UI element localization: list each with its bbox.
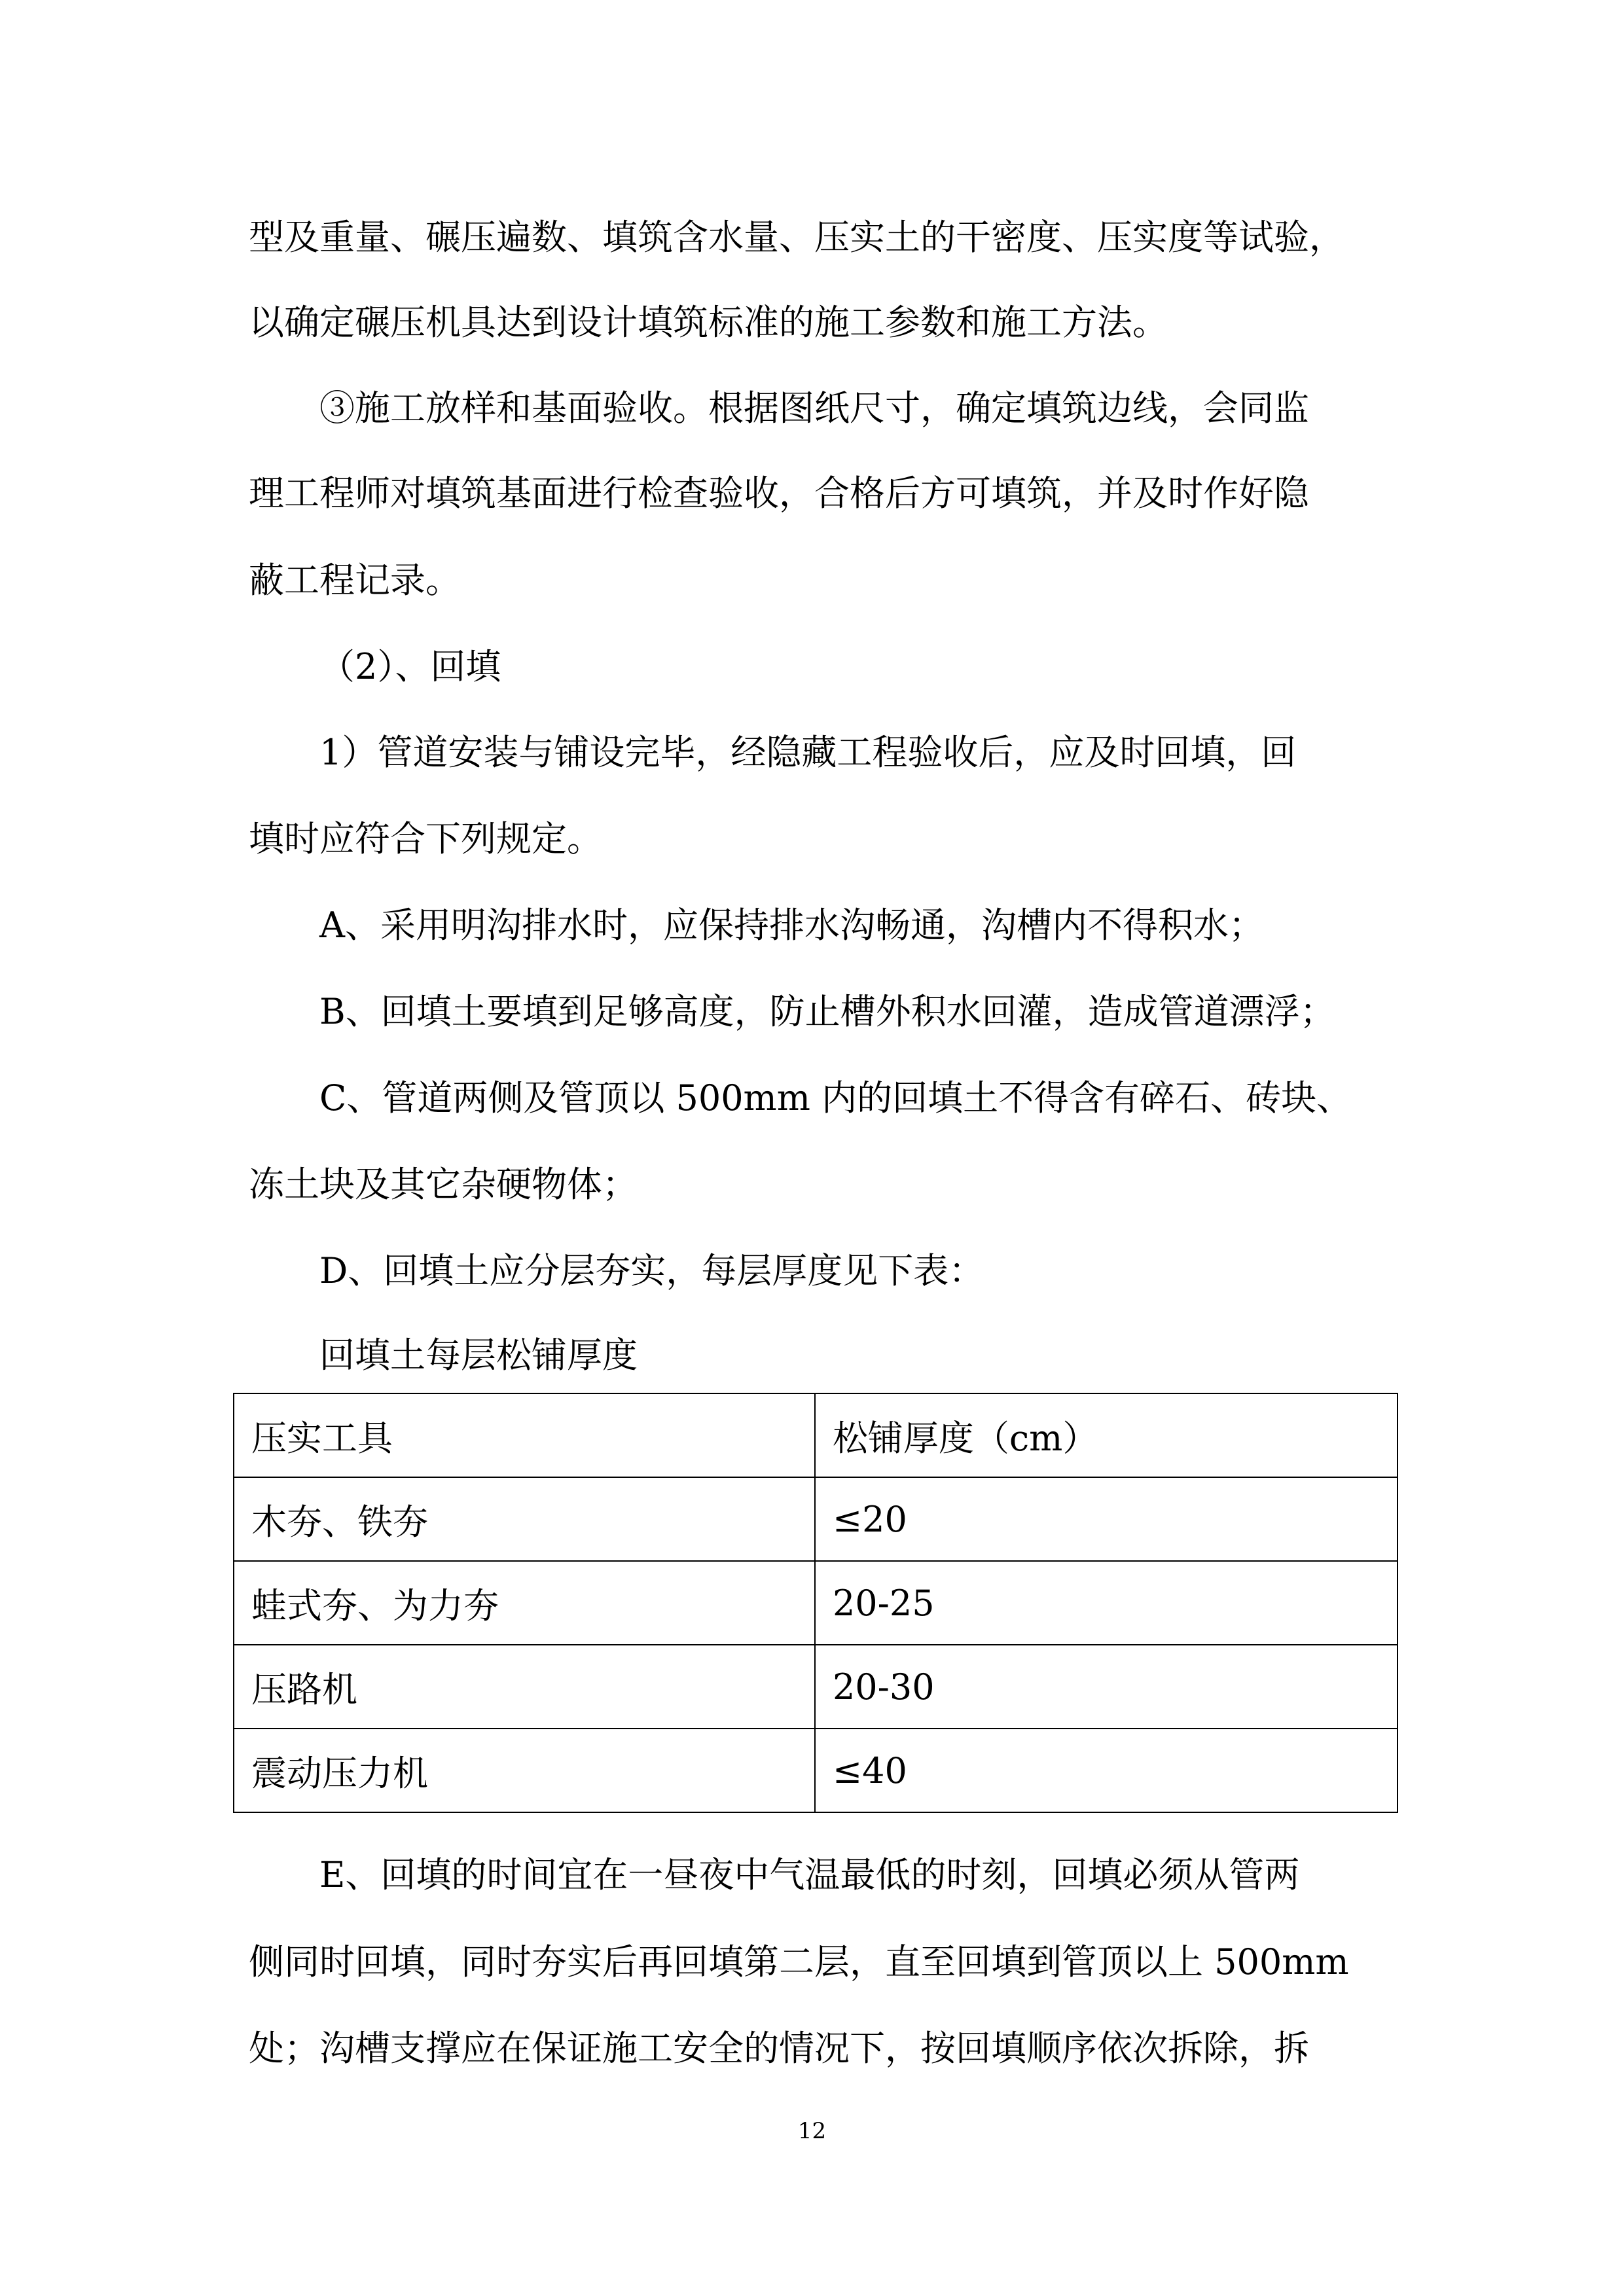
paragraph-line: C、管道两侧及管顶以 500mm 内的回填土不得含有碎石、砖块、 bbox=[319, 1077, 1352, 1119]
paragraph-line: E、回填的时间宜在一昼夜中气温最低的时刻，回填必须从管两 bbox=[319, 1854, 1300, 1895]
paragraph-line: 冻土块及其它杂硬物体； bbox=[249, 1164, 638, 1205]
paragraph-line: 1）管道安装与铺设完毕，经隐藏工程验收后，应及时回填，回 bbox=[319, 732, 1297, 773]
fill-thickness-table bbox=[233, 1393, 1398, 1813]
table-cell: ≤40 bbox=[815, 1729, 1398, 1812]
paragraph-line: 填时应符合下列规定。 bbox=[249, 818, 602, 859]
table-header-row bbox=[234, 1393, 1398, 1477]
paragraph-line: 侧同时回填，同时夯实后再回填第二层，直至回填到管顶以上 500mm bbox=[249, 1941, 1349, 1982]
paragraph-line: D、回填土应分层夯实，每层厚度见下表： bbox=[319, 1250, 984, 1291]
table-row bbox=[234, 1477, 1398, 1561]
table-row bbox=[234, 1645, 1398, 1729]
table-cell: 压路机 bbox=[234, 1645, 815, 1729]
paragraph-line: 以确定碾压机具达到设计填筑标准的施工参数和施工方法。 bbox=[249, 302, 1168, 343]
table-cell: 蛙式夯、为力夯 bbox=[234, 1561, 815, 1645]
table-cell: ≤20 bbox=[815, 1477, 1398, 1561]
table-row bbox=[234, 1561, 1398, 1645]
table-row bbox=[234, 1729, 1398, 1812]
paragraph-line: 理工程师对填筑基面进行检查验收，合格后方可填筑，并及时作好隐 bbox=[249, 473, 1309, 514]
paragraph-line: A、采用明沟排水时，应保持排水沟畅通，沟槽内不得积水； bbox=[319, 905, 1264, 946]
table-cell: 震动压力机 bbox=[234, 1729, 815, 1812]
table-cell: 20-30 bbox=[815, 1645, 1398, 1729]
table-header-cell: 压实工具 bbox=[234, 1393, 815, 1477]
paragraph-line: 处；沟槽支撑应在保证施工安全的情况下，按回填顺序依次拆除，拆 bbox=[249, 2028, 1309, 2069]
page-number: 12 bbox=[797, 2118, 827, 2144]
paragraph-line: B、回填土要填到足够高度，防止槽外积水回灌，造成管道漂浮； bbox=[319, 991, 1335, 1032]
table-cell: 20-25 bbox=[815, 1561, 1398, 1645]
paragraph-line: 型及重量、碾压遍数、填筑含水量、压实土的干密度、压实度等试验， bbox=[249, 217, 1344, 258]
paragraph-line: 蔽工程记录。 bbox=[249, 560, 461, 601]
table-cell: 木夯、铁夯 bbox=[234, 1477, 815, 1561]
paragraph-line: ③施工放样和基面验收。根据图纸尺寸，确定填筑边线，会同监 bbox=[319, 387, 1309, 429]
table-header-cell: 松铺厚度（cm） bbox=[815, 1393, 1398, 1477]
section-heading: （2）、回填 bbox=[319, 646, 501, 687]
table-caption: 回填土每层松铺厚度 bbox=[319, 1335, 638, 1376]
